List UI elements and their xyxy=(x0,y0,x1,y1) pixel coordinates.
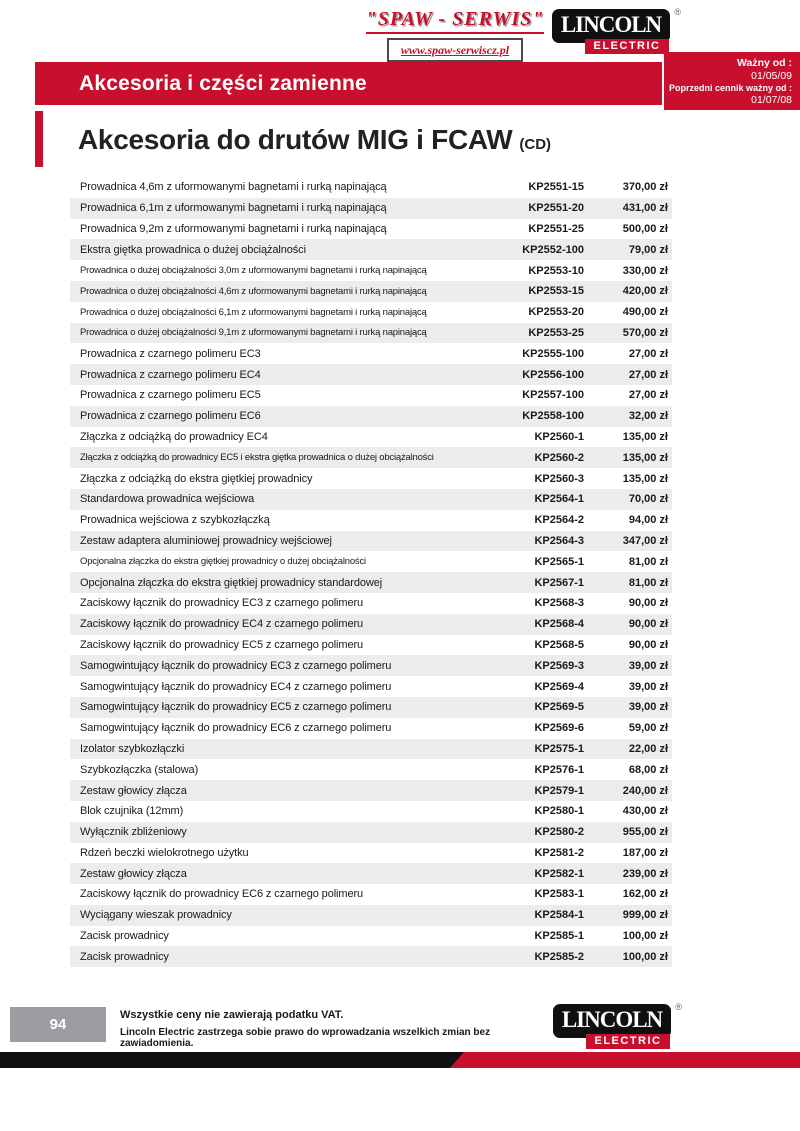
product-code: KP2560-1 xyxy=(534,430,584,443)
electric-wordmark-box xyxy=(585,39,669,54)
table-row xyxy=(70,447,672,468)
table-row xyxy=(70,843,672,864)
product-code: KP2576-1 xyxy=(534,763,584,776)
table-row xyxy=(70,863,672,884)
product-name: Zacisk prowadnicy xyxy=(80,950,169,963)
table-row xyxy=(70,198,672,219)
product-price: 100,00 zł xyxy=(622,950,668,963)
product-price: 240,00 zł xyxy=(622,784,668,797)
product-name: Izolator szybkozłączki xyxy=(80,742,185,755)
product-price: 27,00 zł xyxy=(628,389,668,402)
spaw-serwis-url-box xyxy=(387,38,523,62)
product-code: KP2553-15 xyxy=(528,285,584,298)
product-name: Samogwintujący łącznik do prowadnicy EC4 z czarnego polimeru xyxy=(80,680,392,693)
footer-notes xyxy=(120,1009,540,1049)
lincoln-electric-logo-top xyxy=(552,7,681,54)
table-row xyxy=(70,551,672,572)
table-row xyxy=(70,905,672,926)
product-name: Prowadnica o dużej obciążalności 3,0m z uformowanymi bagnetami i rurką napinającą xyxy=(80,265,427,277)
product-price: 420,00 zł xyxy=(622,285,668,298)
product-price: 330,00 zł xyxy=(622,264,668,277)
product-code: KP2551-15 xyxy=(528,181,584,194)
product-name: Samogwintujący łącznik do prowadnicy EC3 z czarnego polimeru xyxy=(80,659,392,672)
table-row xyxy=(70,884,672,905)
product-price: 39,00 zł xyxy=(628,680,668,693)
product-name: Blok czujnika (12mm) xyxy=(80,805,184,818)
product-code: KP2568-5 xyxy=(534,638,584,651)
table-row xyxy=(70,239,672,260)
previous-price-list-date: 01/07/08 xyxy=(751,93,792,106)
product-name: Opcjonalna złączka do ekstra giętkiej prowadnicy standardowej xyxy=(80,576,383,589)
product-code: KP2564-1 xyxy=(534,493,584,506)
valid-from-label: Ważny od : xyxy=(736,57,792,69)
product-price: 430,00 zł xyxy=(622,805,668,818)
table-row xyxy=(70,531,672,552)
product-price: 81,00 zł xyxy=(628,576,668,589)
product-name: Ekstra giętka prowadnica o dużej obciążalności xyxy=(80,243,306,256)
product-code: KP2556-100 xyxy=(522,368,584,381)
lincoln-wordmark: LINCOLN xyxy=(561,1007,663,1032)
product-name: Prowadnica o dużej obciążalności 6,1m z uformowanymi bagnetami i rurką napinającą xyxy=(80,306,427,318)
table-row xyxy=(70,718,672,739)
product-code: KP2575-1 xyxy=(534,742,584,755)
product-name: Prowadnica 6,1m z uformowanymi bagnetami i rurką napinającą xyxy=(80,202,387,215)
product-name: Prowadnica o dużej obciążalności 9,1m z uformowanymi bagnetami i rurką napinającą xyxy=(80,327,427,339)
lincoln-wordmark-box xyxy=(552,9,670,43)
product-code: KP2579-1 xyxy=(534,784,584,797)
table-row xyxy=(70,822,672,843)
product-price: 239,00 zł xyxy=(622,867,668,880)
price-table xyxy=(70,177,672,967)
product-name: Prowadnica z czarnego polimeru EC5 xyxy=(80,389,261,402)
vat-note: Wszystkie ceny nie zawierają podatku VAT. xyxy=(120,1009,344,1021)
table-row xyxy=(70,926,672,947)
chapter-banner xyxy=(35,62,662,105)
product-code: KP2582-1 xyxy=(534,867,584,880)
product-price: 94,00 zł xyxy=(628,514,668,527)
product-code: KP2583-1 xyxy=(534,888,584,901)
table-row xyxy=(70,697,672,718)
table-row xyxy=(70,635,672,656)
changes-note: Lincoln Electric zastrzega sobie prawo do wprowadzania wszelkich zmian bez zawiadomienia. xyxy=(120,1027,491,1049)
product-price: 999,00 zł xyxy=(622,909,668,922)
table-row xyxy=(70,510,672,531)
product-price: 79,00 zł xyxy=(628,243,668,256)
product-code: KP2580-2 xyxy=(534,826,584,839)
product-price: 68,00 zł xyxy=(628,763,668,776)
registered-trademark-icon: ® xyxy=(675,1002,682,1012)
product-code: KP2560-3 xyxy=(534,472,584,485)
table-row xyxy=(70,219,672,240)
table-row xyxy=(70,489,672,510)
table-row xyxy=(70,676,672,697)
table-row xyxy=(70,739,672,760)
spaw-serwis-url: www.spaw-serwiscz.pl xyxy=(400,43,510,57)
table-row xyxy=(70,614,672,635)
valid-from-date: 01/05/09 xyxy=(751,69,792,82)
table-row xyxy=(70,572,672,593)
product-code: KP2553-20 xyxy=(528,306,584,319)
product-code: KP2553-25 xyxy=(528,326,584,339)
product-price: 135,00 zł xyxy=(622,451,668,464)
product-price: 32,00 zł xyxy=(628,410,668,423)
product-code: KP2569-4 xyxy=(534,680,584,693)
product-name: Samogwintujący łącznik do prowadnicy EC6 z czarnego polimeru xyxy=(80,722,392,735)
product-code: KP2558-100 xyxy=(522,410,584,423)
table-row xyxy=(70,780,672,801)
table-row xyxy=(70,655,672,676)
electric-wordmark-box xyxy=(586,1034,670,1049)
product-name: Wyciągany wieszak prowadnicy xyxy=(80,909,232,922)
table-row xyxy=(70,946,672,967)
product-code: KP2585-1 xyxy=(534,930,584,943)
section-title: Akcesoria do drutów MIG i FCAW xyxy=(78,124,513,155)
product-name: Rdzeń beczki wielokrotnego użytku xyxy=(80,846,249,859)
page-number: 94 xyxy=(49,1016,67,1033)
table-row xyxy=(70,364,672,385)
product-code: KP2569-6 xyxy=(534,722,584,735)
product-price: 570,00 zł xyxy=(622,326,668,339)
product-code: KP2584-1 xyxy=(534,909,584,922)
product-price: 90,00 zł xyxy=(628,638,668,651)
product-name: Prowadnica z czarnego polimeru EC3 xyxy=(80,347,261,360)
product-code: KP2581-2 xyxy=(534,846,584,859)
product-price: 90,00 zł xyxy=(628,597,668,610)
product-code: KP2552-100 xyxy=(522,243,584,256)
previous-price-list-label: Poprzedni cennik ważny od : xyxy=(668,82,792,93)
table-row xyxy=(70,260,672,281)
product-name: Zacisk prowadnicy xyxy=(80,930,169,943)
section-title-suffix: (CD) xyxy=(519,136,552,153)
table-row xyxy=(70,468,672,489)
product-code: KP2568-4 xyxy=(534,618,584,631)
spaw-serwis-logo xyxy=(352,8,558,62)
product-price: 39,00 zł xyxy=(628,659,668,672)
product-code: KP2557-100 xyxy=(522,389,584,402)
product-price: 90,00 zł xyxy=(628,618,668,631)
product-price: 27,00 zł xyxy=(628,368,668,381)
product-price: 370,00 zł xyxy=(622,181,668,194)
product-name: Standardowa prowadnica wejściowa xyxy=(80,493,255,506)
bottom-stripe xyxy=(0,1052,800,1068)
product-price: 22,00 zł xyxy=(628,742,668,755)
product-price: 39,00 zł xyxy=(628,701,668,714)
table-row xyxy=(70,801,672,822)
table-row xyxy=(70,385,672,406)
table-row xyxy=(70,406,672,427)
product-code: KP2569-3 xyxy=(534,659,584,672)
electric-wordmark: ELECTRIC xyxy=(594,1035,662,1047)
product-price: 70,00 zł xyxy=(628,493,668,506)
registered-trademark-icon: ® xyxy=(674,7,681,17)
product-price: 500,00 zł xyxy=(622,222,668,235)
electric-wordmark: ELECTRIC xyxy=(593,40,661,52)
product-code: KP2569-5 xyxy=(534,701,584,714)
product-name: Zestaw głowicy złącza xyxy=(80,867,187,880)
product-name: Złączka z odciążką do prowadnicy EC4 xyxy=(80,430,268,443)
lincoln-wordmark-box xyxy=(553,1004,671,1038)
product-name: Prowadnica 4,6m z uformowanymi bagnetami i rurką napinającą xyxy=(80,181,387,194)
product-name: Zaciskowy łącznik do prowadnicy EC6 z czarnego polimeru xyxy=(80,888,364,901)
product-name: Zaciskowy łącznik do prowadnicy EC5 z czarnego polimeru xyxy=(80,638,364,651)
spaw-serwis-wordmark: "SPAW - SERWIS" xyxy=(366,8,545,34)
page-number-box xyxy=(10,1007,106,1042)
product-code: KP2553-10 xyxy=(528,264,584,277)
lincoln-electric-logo-bottom xyxy=(553,1002,682,1049)
product-name: Samogwintujący łącznik do prowadnicy EC5 z czarnego polimeru xyxy=(80,701,392,714)
table-row xyxy=(70,593,672,614)
product-name: Prowadnica o dużej obciążalności 4,6m z uformowanymi bagnetami i rurką napinającą xyxy=(80,285,427,297)
product-code: KP2565-1 xyxy=(534,555,584,568)
product-price: 955,00 zł xyxy=(622,826,668,839)
chapter-banner-title: Akcesoria i części zamienne xyxy=(79,71,367,95)
product-name: Szybkozłączka (stalowa) xyxy=(80,763,199,776)
product-name: Zestaw głowicy złącza xyxy=(80,784,187,797)
product-price: 135,00 zł xyxy=(622,430,668,443)
table-row xyxy=(70,759,672,780)
table-row xyxy=(70,302,672,323)
product-code: KP2585-2 xyxy=(534,950,584,963)
validity-block xyxy=(664,52,800,110)
product-price: 431,00 zł xyxy=(622,202,668,215)
product-name: Zaciskowy łącznik do prowadnicy EC3 z czarnego polimeru xyxy=(80,597,364,610)
table-row xyxy=(70,323,672,344)
product-price: 135,00 zł xyxy=(622,472,668,485)
product-price: 187,00 zł xyxy=(622,846,668,859)
product-name: Prowadnica z czarnego polimeru EC4 xyxy=(80,368,261,381)
table-row xyxy=(70,427,672,448)
product-name: Złączka z odciążką do ekstra giętkiej prowadnicy xyxy=(80,472,313,485)
product-name: Opcjonalna złączka do ekstra giętkiej prowadnicy o dużej obciążalności xyxy=(80,556,366,568)
product-price: 162,00 zł xyxy=(622,888,668,901)
lincoln-wordmark: LINCOLN xyxy=(560,12,662,37)
product-code: KP2564-3 xyxy=(534,534,584,547)
table-row xyxy=(70,281,672,302)
product-name: Prowadnica z czarnego polimeru EC6 xyxy=(80,410,261,423)
product-name: Wyłącznik zbliżeniowy xyxy=(80,826,187,839)
product-code: KP2551-20 xyxy=(528,202,584,215)
product-name: Prowadnica 9,2m z uformowanymi bagnetami i rurką napinającą xyxy=(80,222,387,235)
table-row xyxy=(70,343,672,364)
product-code: KP2568-3 xyxy=(534,597,584,610)
product-code: KP2564-2 xyxy=(534,514,584,527)
product-price: 59,00 zł xyxy=(628,722,668,735)
product-price: 81,00 zł xyxy=(628,555,668,568)
product-name: Prowadnica wejściowa z szybkozłączką xyxy=(80,514,270,527)
product-code: KP2555-100 xyxy=(522,347,584,360)
product-code: KP2580-1 xyxy=(534,805,584,818)
product-name: Zaciskowy łącznik do prowadnicy EC4 z czarnego polimeru xyxy=(80,618,364,631)
product-code: KP2551-25 xyxy=(528,222,584,235)
product-code: KP2560-2 xyxy=(534,451,584,464)
product-price: 100,00 zł xyxy=(622,930,668,943)
product-price: 347,00 zł xyxy=(622,534,668,547)
section-title-block xyxy=(35,111,665,167)
bottom-stripe-red-segment xyxy=(450,1052,800,1068)
product-code: KP2567-1 xyxy=(534,576,584,589)
product-price: 490,00 zł xyxy=(622,306,668,319)
product-name: Zestaw adaptera aluminiowej prowadnicy wejściowej xyxy=(80,534,332,547)
table-row xyxy=(70,177,672,198)
product-price: 27,00 zł xyxy=(628,347,668,360)
product-name: Złączka z odciążką do prowadnicy EC5 i ekstra giętka prowadnica o dużej obciążalności xyxy=(80,452,434,464)
